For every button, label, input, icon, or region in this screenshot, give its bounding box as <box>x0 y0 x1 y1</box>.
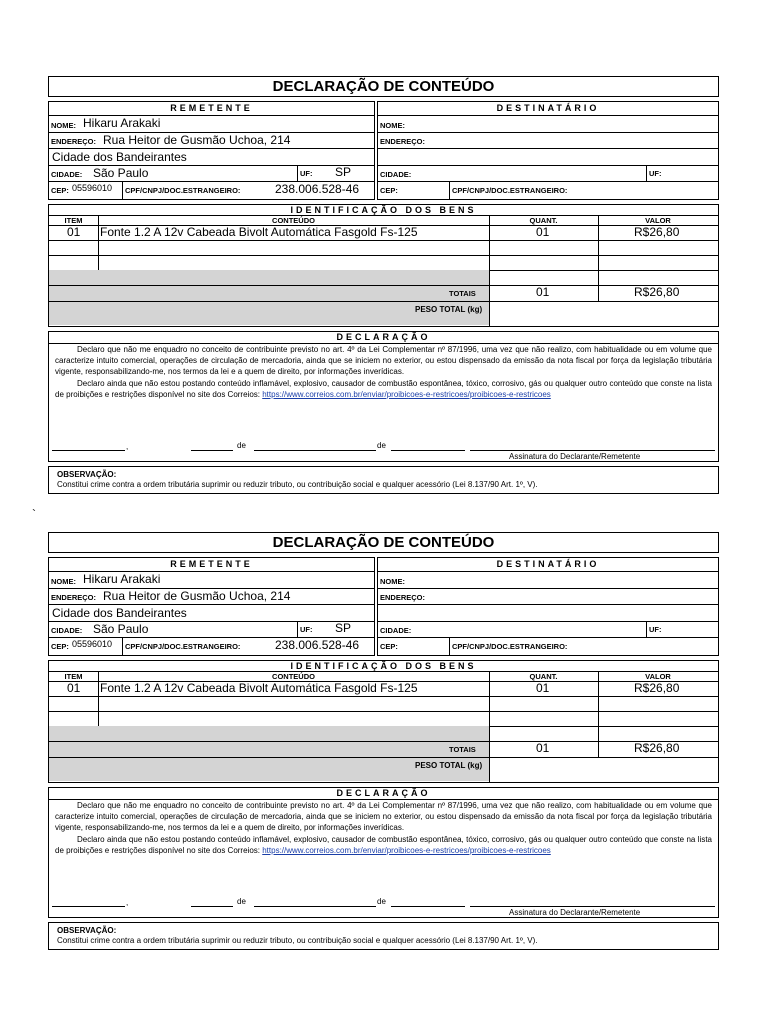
declaracao-paragraph-2 <box>55 834 712 856</box>
destinatario-uf-label: UF: <box>649 625 662 634</box>
remetente-cep-label: CEP: <box>51 186 69 195</box>
observacao-label: OBSERVAÇÃO: <box>57 470 117 479</box>
de-label-1: de <box>237 441 246 450</box>
remetente-cidade-label: CIDADE: <box>51 170 83 179</box>
remetente-cidade: São Paulo <box>93 622 149 636</box>
remetente-endereco: Rua Heitor de Gusmão Uchoa, 214 <box>103 589 291 603</box>
remetente-cpf-label: CPF/CNPJ/DOC.ESTRANGEIRO: <box>125 642 241 651</box>
correios-link[interactable]: https://www.correios.com.br/enviar/proibicoes-e-restricoes/proibicoes-e-restricoes <box>262 389 551 399</box>
remetente-endereco2: Cidade dos Bandeirantes <box>52 606 187 620</box>
remetente-cep-label: CEP: <box>51 642 69 651</box>
observacao-section <box>48 922 719 950</box>
observacao-label: OBSERVAÇÃO: <box>57 926 117 935</box>
observacao-section <box>48 466 719 494</box>
col-valor: VALOR <box>645 672 671 681</box>
remetente-uf: SP <box>335 621 352 635</box>
destinatario-nome-label: NOME: <box>380 577 405 586</box>
observacao-text: Constitui crime contra a ordem tributária suprimir ou reduzir tributo, ou contribuição social e qualquer acessório (Lei 8.137/90 Art. 1º, V). <box>57 936 538 945</box>
remetente-endereco-label: ENDEREÇO: <box>51 593 97 602</box>
remetente-nome-label: NOME: <box>51 121 76 130</box>
total-valor: R$26,80 <box>634 741 680 755</box>
destinatario-cidade-label: CIDADE: <box>380 170 412 179</box>
bens-section <box>48 660 719 783</box>
remetente-cep: 05596010 <box>72 639 113 649</box>
bens-header: IDENTIFICAÇÃO DOS BENS <box>290 661 477 671</box>
declaracao-text <box>55 800 712 856</box>
correios-link[interactable]: https://www.correios.com.br/enviar/proibicoes-e-restricoes/proibicoes-e-restricoes <box>262 845 551 855</box>
remetente-header: REMETENTE <box>170 103 253 113</box>
bens-section <box>48 204 719 327</box>
destinatario-section <box>377 101 719 200</box>
bens-item: 01 <box>67 225 81 239</box>
remetente-endereco: Rua Heitor de Gusmão Uchoa, 214 <box>103 133 291 147</box>
assinatura-label: Assinatura do Declarante/Remetente <box>509 452 641 461</box>
col-conteudo: CONTEÚDO <box>272 216 315 225</box>
destinatario-cpf-label: CPF/CNPJ/DOC.ESTRANGEIRO: <box>452 186 568 195</box>
totais-label: TOTAIS <box>449 289 476 298</box>
remetente-cpf: 238.006.528-46 <box>275 638 360 652</box>
bens-item: 01 <box>67 681 81 695</box>
declaracao-paragraph-2-text: Declaro ainda que não estou postando conteúdo inflamável, explosivo, causador de combustão espontânea, tóxico, corrosivo, gás ou qualquer outro conteúdo que conste na lista de proibições e restrições disponível no site dos Correios: <box>55 378 712 399</box>
page-title: DECLARAÇÃO DE CONTEÚDO <box>48 532 719 553</box>
de-label-2: de <box>377 441 386 450</box>
bens-conteudo: Fonte 1.2 A 12v Cabeada Bivolt Automática Fasgold Fs-125 <box>100 225 418 239</box>
comma: , <box>126 442 129 451</box>
separator-mark: ` <box>32 507 36 521</box>
destinatario-header: DESTINATÁRIO <box>496 103 600 113</box>
col-item: ITEM <box>64 216 83 225</box>
bens-quant: 01 <box>536 681 550 695</box>
remetente-uf: SP <box>335 165 352 179</box>
peso-total-label: PESO TOTAL (kg) <box>415 305 483 314</box>
declaracao-paragraph-2 <box>55 378 712 400</box>
bens-conteudo: Fonte 1.2 A 12v Cabeada Bivolt Automática Fasgold Fs-125 <box>100 681 418 695</box>
remetente-cpf-label: CPF/CNPJ/DOC.ESTRANGEIRO: <box>125 186 241 195</box>
remetente-nome-label: NOME: <box>51 577 76 586</box>
destinatario-uf-label: UF: <box>649 169 662 178</box>
declaracao-section <box>48 787 719 918</box>
col-conteudo: CONTEÚDO <box>272 672 315 681</box>
destinatario-endereco-label: ENDEREÇO: <box>380 593 426 602</box>
de-label-2: de <box>377 897 386 906</box>
observacao-text: Constitui crime contra a ordem tributária suprimir ou reduzir tributo, ou contribuição social e qualquer acessório (Lei 8.137/90 Art. 1º, V). <box>57 480 538 489</box>
destinatario-cpf-label: CPF/CNPJ/DOC.ESTRANGEIRO: <box>452 642 568 651</box>
destinatario-cidade-label: CIDADE: <box>380 626 412 635</box>
declaracao-paragraph-1: Declaro que não me enquadro no conceito de contribuinte previsto no art. 4º da Lei Complementar nº 87/1996, uma vez que não realizo, com habitualidade ou em volume que caracterize intuito comercial, operações de circulação de mercadoria, ainda que se iniciem no exterior, ou estou dispensado da emissão da nota fiscal por força da legislação tributária vigente, responsabilizando-me, nos termos da lei e a quem de direito, por informações inverídicas. <box>55 801 712 833</box>
remetente-uf-label: UF: <box>300 169 313 178</box>
destinatario-nome-label: NOME: <box>380 121 405 130</box>
destinatario-cep-label: CEP: <box>380 186 398 195</box>
bens-quant: 01 <box>536 225 550 239</box>
destinatario-cep-label: CEP: <box>380 642 398 651</box>
remetente-nome: Hikaru Arakaki <box>83 572 161 586</box>
peso-total-label: PESO TOTAL (kg) <box>415 761 483 770</box>
declaracao-paragraph-1: Declaro que não me enquadro no conceito de contribuinte previsto no art. 4º da Lei Complementar nº 87/1996, uma vez que não realizo, com habitualidade ou em volume que caracterize intuito comercial, operações de circulação de mercadoria, ainda que se iniciem no exterior, ou estou dispensado da emissão da nota fiscal por força da legislação tributária vigente, responsabilizando-me, nos termos da lei e a quem de direito, por informações inverídicas. <box>55 345 712 377</box>
remetente-section <box>48 101 375 200</box>
declaracao-form-2 <box>48 532 719 952</box>
de-label-1: de <box>237 897 246 906</box>
declaracao-paragraph-2-text: Declaro ainda que não estou postando conteúdo inflamável, explosivo, causador de combustão espontânea, tóxico, corrosivo, gás ou qualquer outro conteúdo que conste na lista de proibições e restrições disponível no site dos Correios: <box>55 834 712 855</box>
remetente-cpf: 238.006.528-46 <box>275 182 360 196</box>
total-quant: 01 <box>536 741 550 755</box>
remetente-section <box>48 557 375 656</box>
remetente-uf-label: UF: <box>300 625 313 634</box>
declaracao-form-1 <box>48 76 719 496</box>
remetente-cidade: São Paulo <box>93 166 149 180</box>
declaracao-section <box>48 331 719 462</box>
remetente-cidade-label: CIDADE: <box>51 626 83 635</box>
page-title: DECLARAÇÃO DE CONTEÚDO <box>48 76 719 97</box>
col-valor: VALOR <box>645 216 671 225</box>
col-quant: QUANT. <box>529 216 558 225</box>
totais-label: TOTAIS <box>449 745 476 754</box>
declaracao-text <box>55 344 712 400</box>
col-quant: QUANT. <box>529 672 558 681</box>
remetente-cep: 05596010 <box>72 183 113 193</box>
comma: , <box>126 898 129 907</box>
remetente-endereco-label: ENDEREÇO: <box>51 137 97 146</box>
col-item: ITEM <box>64 672 83 681</box>
destinatario-endereco-label: ENDEREÇO: <box>380 137 426 146</box>
remetente-nome: Hikaru Arakaki <box>83 116 161 130</box>
declaracao-header: DECLARAÇÃO <box>336 788 431 798</box>
bens-valor: R$26,80 <box>634 225 680 239</box>
bens-header: IDENTIFICAÇÃO DOS BENS <box>290 205 477 215</box>
total-valor: R$26,80 <box>634 285 680 299</box>
remetente-endereco2: Cidade dos Bandeirantes <box>52 150 187 164</box>
assinatura-label: Assinatura do Declarante/Remetente <box>509 908 641 917</box>
remetente-header: REMETENTE <box>170 559 253 569</box>
declaracao-header: DECLARAÇÃO <box>336 332 431 342</box>
destinatario-section <box>377 557 719 656</box>
destinatario-header: DESTINATÁRIO <box>496 559 600 569</box>
total-quant: 01 <box>536 285 550 299</box>
bens-valor: R$26,80 <box>634 681 680 695</box>
